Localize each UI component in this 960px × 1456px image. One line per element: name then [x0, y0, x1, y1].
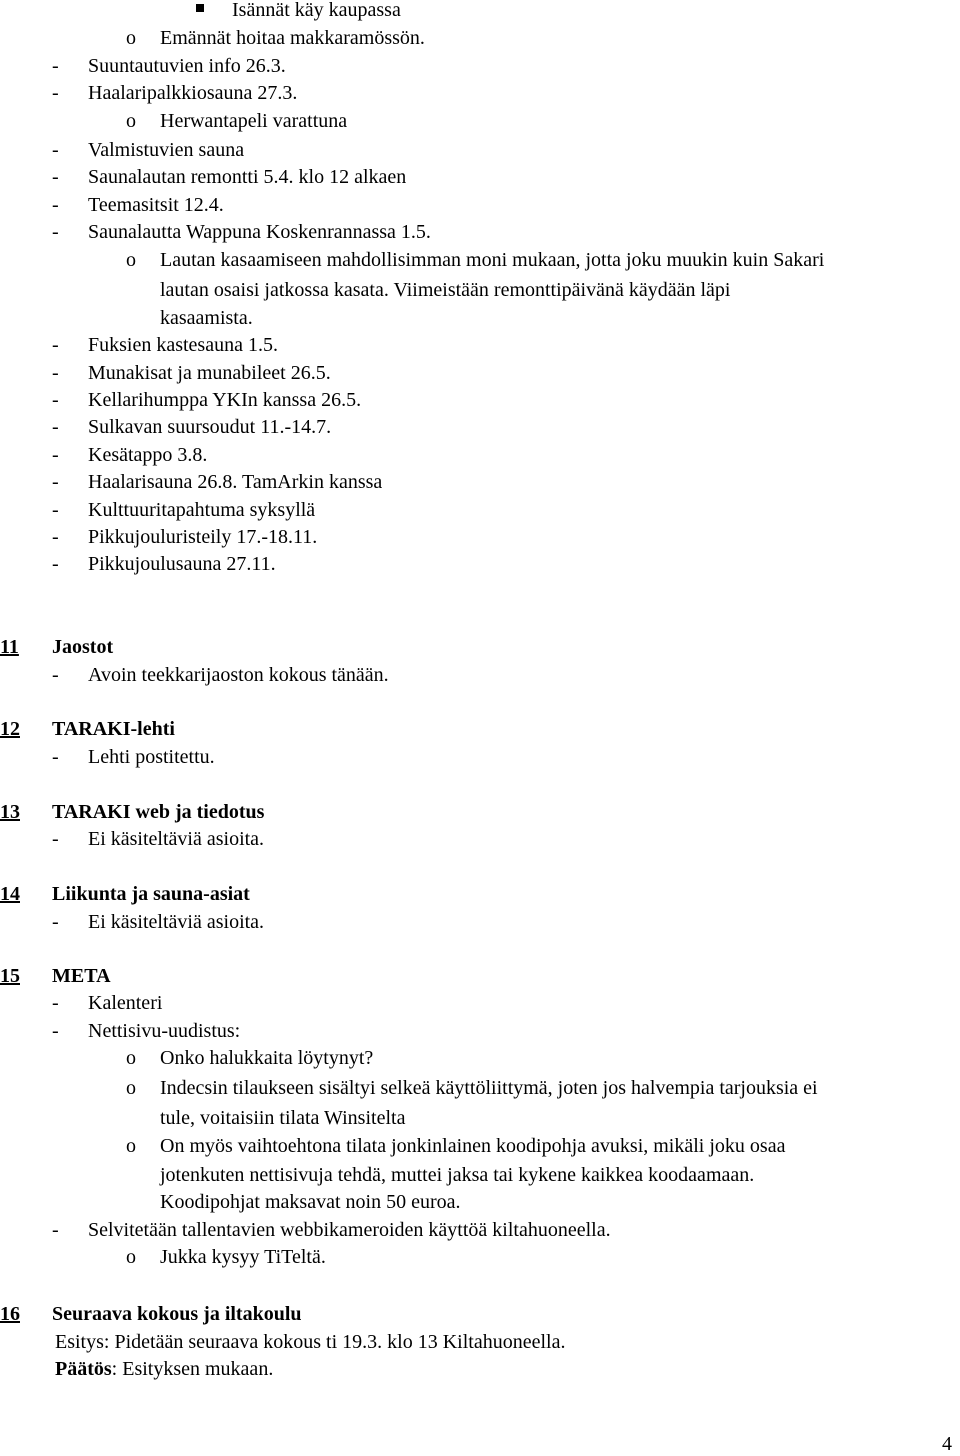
dash-bullet-icon: -: [52, 828, 59, 850]
dash-bullet-icon: -: [52, 139, 59, 161]
section-number: 12: [0, 718, 20, 740]
dash-bullet-icon: -: [52, 334, 59, 356]
dash-bullet-icon: -: [52, 194, 59, 216]
section-number: 14: [0, 883, 20, 905]
dash-bullet-icon: -: [52, 362, 59, 384]
circle-bullet-icon: o: [126, 110, 136, 132]
decision-label: Päätös: [55, 1358, 112, 1380]
section-number: 16: [0, 1303, 20, 1325]
dash-bullet-icon: -: [52, 471, 59, 493]
dash-bullet-icon: -: [52, 389, 59, 411]
circle-bullet-icon: o: [126, 1047, 136, 1069]
dash-bullet-icon: -: [52, 1219, 59, 1241]
circle-bullet-icon: o: [126, 27, 136, 49]
list-item-continuation: Koodipohjat maksavat noin 50 euroa.: [160, 1191, 461, 1213]
square-bullet-icon: [196, 4, 204, 12]
section-title: Jaostot: [52, 636, 114, 658]
dash-bullet-icon: -: [52, 664, 59, 686]
dash-bullet-icon: -: [52, 499, 59, 521]
list-item-continuation: lautan osaisi jatkossa kasata. Viimeistään remonttipäivänä käydään läpi: [160, 279, 731, 301]
dash-bullet-icon: -: [52, 82, 59, 104]
section-number: 13: [0, 801, 20, 823]
circle-bullet-icon: o: [126, 249, 136, 271]
dash-bullet-icon: -: [52, 221, 59, 243]
section-number: 11: [0, 636, 19, 658]
section-title: Seuraava kokous ja iltakoulu: [52, 1303, 302, 1325]
decision-text: : Esityksen mukaan.: [111, 1358, 274, 1380]
dash-bullet-icon: -: [52, 416, 59, 438]
decision-line: [55, 1357, 273, 1381]
section-title: META: [52, 965, 111, 987]
dash-bullet-icon: -: [52, 166, 59, 188]
list-item-text: Isännät käy kaupassa: [232, 0, 401, 21]
section-title: Liikunta ja sauna-asiat: [52, 883, 250, 905]
page-number: 4: [942, 1433, 952, 1455]
section-title: TARAKI web ja tiedotus: [52, 801, 265, 823]
dash-bullet-icon: -: [52, 1020, 59, 1042]
section-number: 15: [0, 965, 20, 987]
dash-bullet-icon: -: [52, 55, 59, 77]
dash-bullet-icon: -: [52, 553, 59, 575]
dash-bullet-icon: -: [52, 444, 59, 466]
list-item-continuation: kasaamista.: [160, 307, 253, 329]
proposal-text: Esitys: Pidetään seuraava kokous ti 19.3. klo 13 Kiltahuoneella.: [55, 1331, 566, 1353]
dash-bullet-icon: -: [52, 992, 59, 1014]
dash-bullet-icon: -: [52, 911, 59, 933]
section-title: TARAKI-lehti: [52, 718, 175, 740]
list-item-continuation: jotenkuten nettisivuja tehdä, muttei jaksa tai kykene kaikkea koodaamaan.: [160, 1164, 755, 1186]
dash-bullet-icon: -: [52, 526, 59, 548]
circle-bullet-icon: o: [126, 1246, 136, 1268]
circle-bullet-icon: o: [126, 1077, 136, 1099]
list-item-continuation: tule, voitaisiin tilata Winsitelta: [160, 1107, 406, 1129]
dash-bullet-icon: -: [52, 746, 59, 768]
circle-bullet-icon: o: [126, 1135, 136, 1157]
